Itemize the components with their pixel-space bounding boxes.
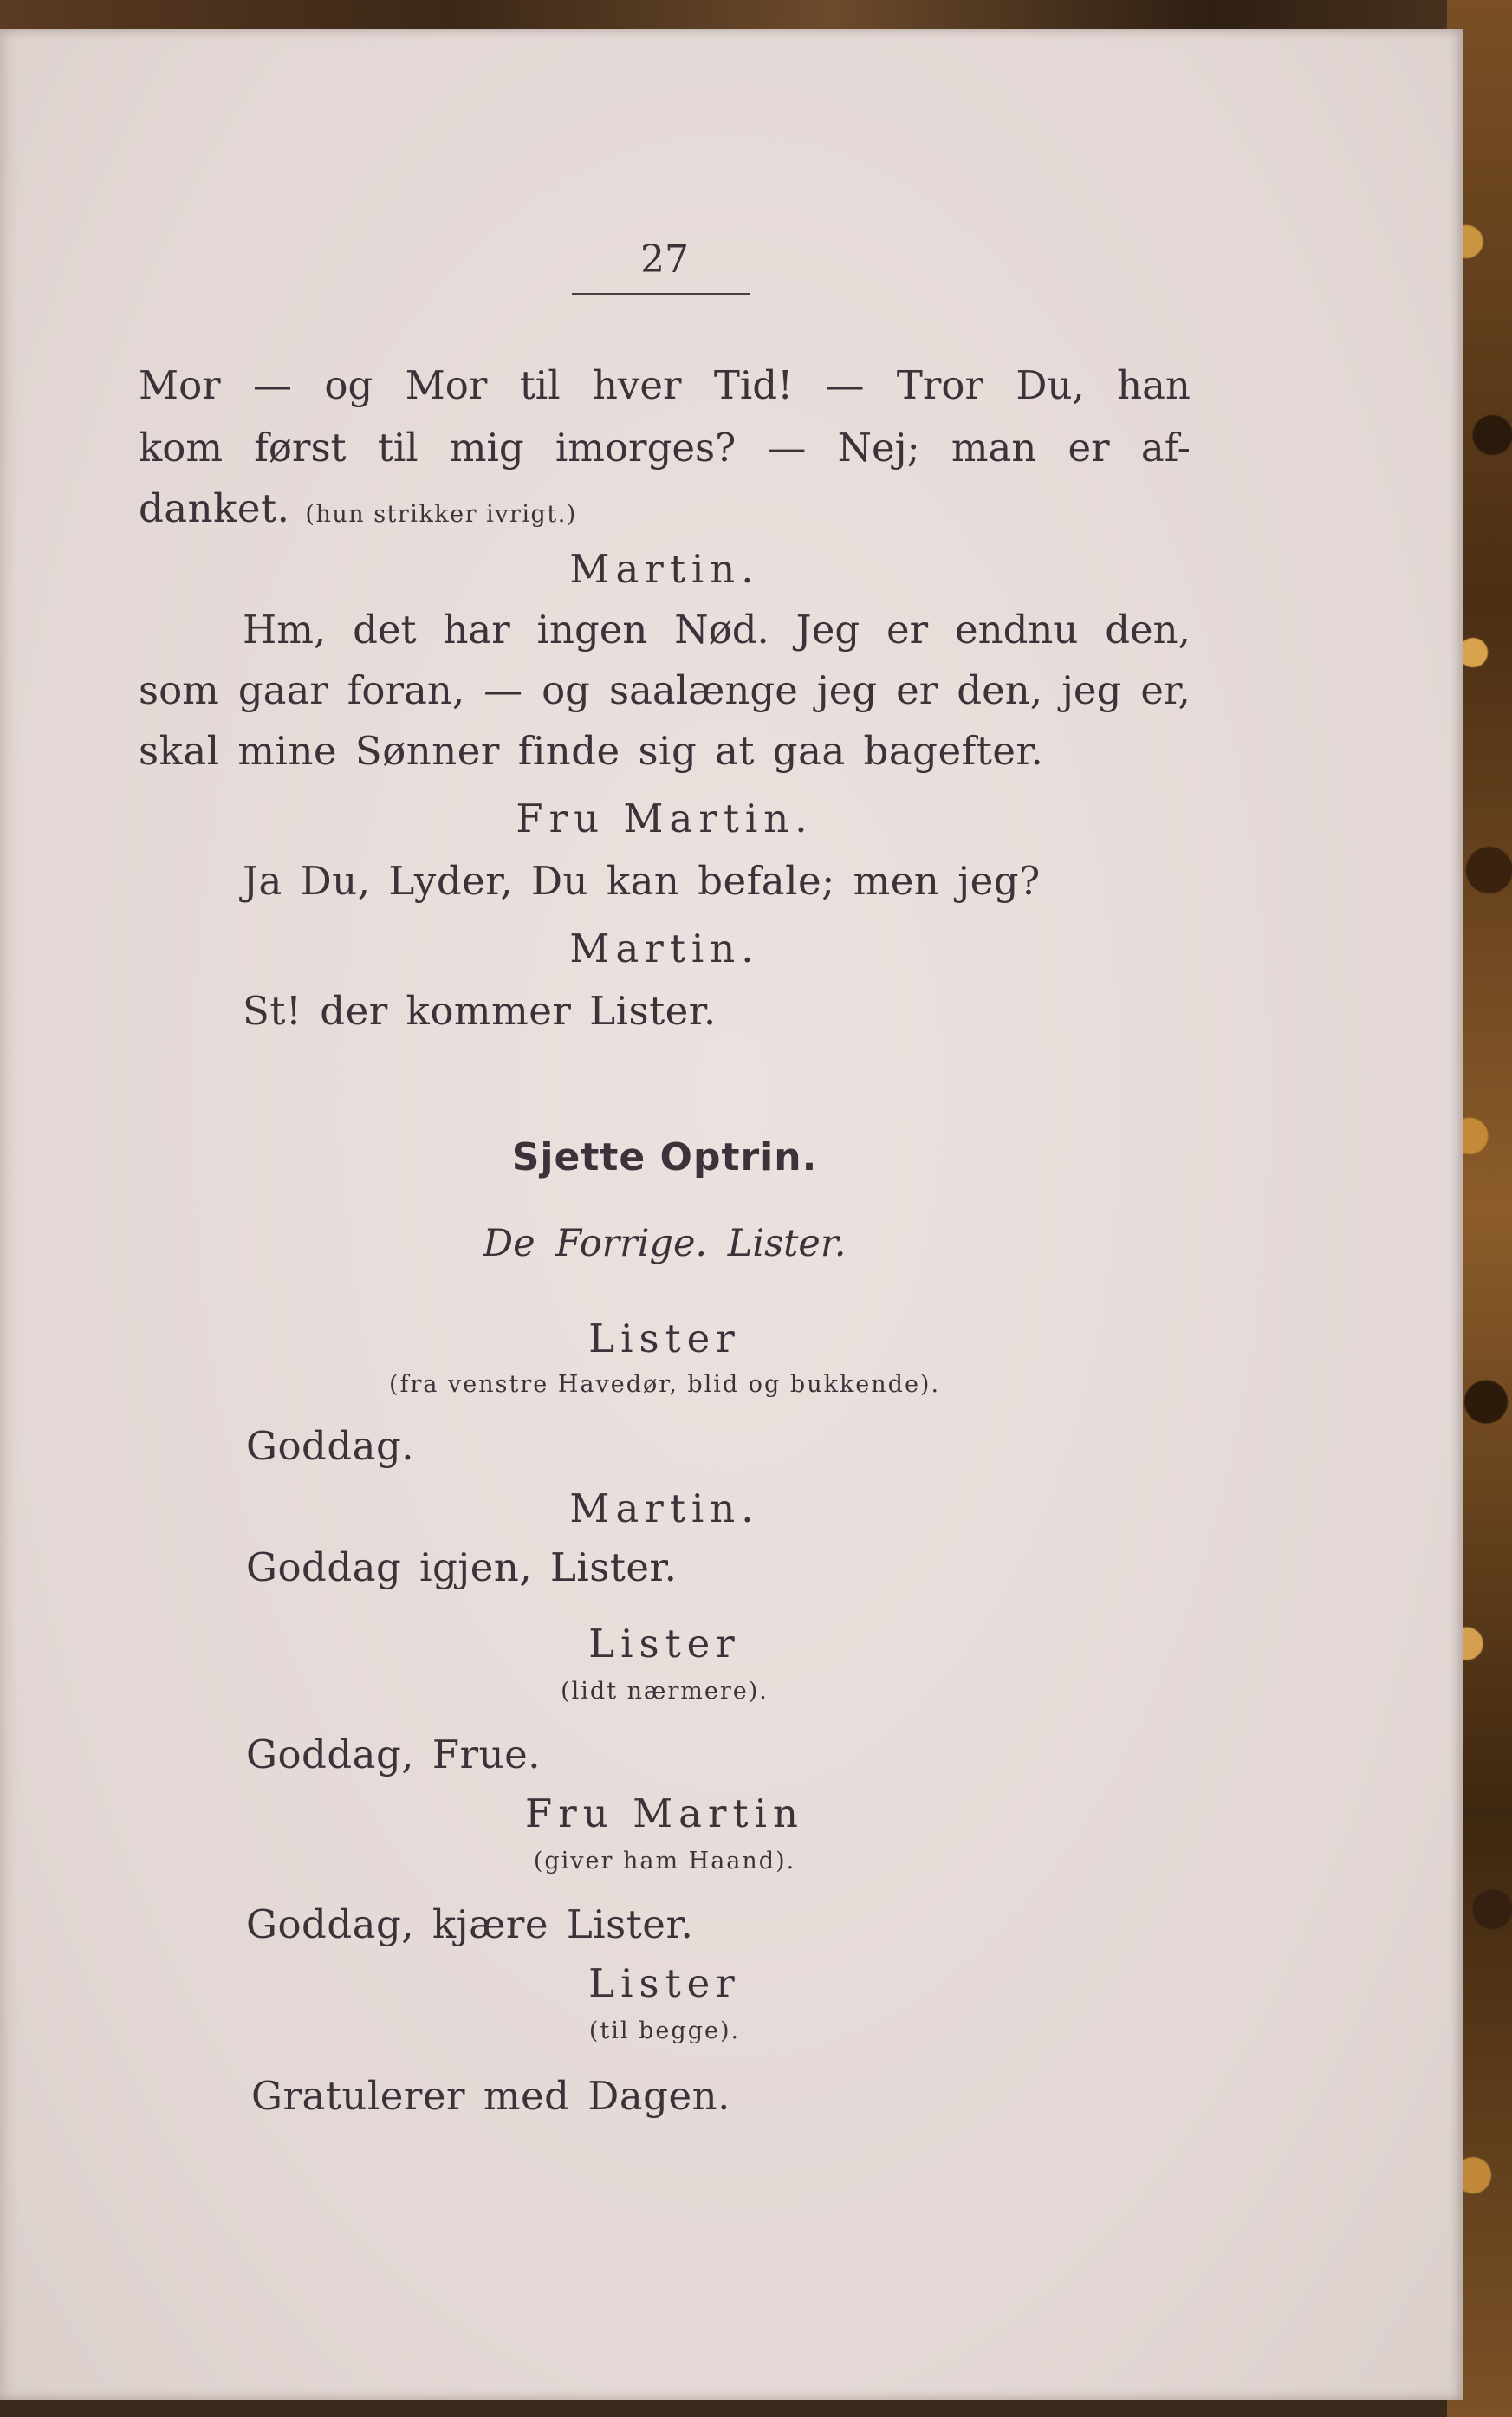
word: Mor bbox=[139, 362, 221, 408]
word: endnu bbox=[955, 607, 1079, 653]
word: Hm, bbox=[243, 607, 327, 653]
word: Jeg bbox=[795, 607, 860, 653]
word: saalænge bbox=[608, 667, 798, 713]
scene-heading: Sjette Optrin. bbox=[511, 1135, 818, 1179]
word: er bbox=[886, 607, 929, 653]
speech-line: St! der kommer Lister. bbox=[243, 988, 717, 1034]
word: ingen bbox=[536, 607, 648, 653]
word: han bbox=[1117, 362, 1191, 408]
word: det bbox=[353, 607, 417, 653]
word: først bbox=[254, 425, 347, 471]
stage-direction: (lidt nærmere). bbox=[561, 1678, 769, 1705]
word: mig bbox=[449, 425, 524, 471]
word: Tid! bbox=[713, 362, 794, 408]
word: kom bbox=[139, 425, 224, 471]
speaker-name: Martin. bbox=[569, 546, 760, 592]
stage-direction: (hun strikker ivrigt.) bbox=[305, 501, 577, 528]
word: den, bbox=[957, 667, 1043, 713]
speaker-name: Martin. bbox=[569, 926, 760, 971]
stage-direction: (fra venstre Havedør, blid og bukkende). bbox=[388, 1371, 941, 1398]
speech-line: Goddag, Frue. bbox=[246, 1732, 542, 1777]
word: gaar bbox=[237, 667, 328, 713]
word: Nej; bbox=[837, 425, 920, 471]
word: imorges? bbox=[555, 425, 737, 471]
word: den, bbox=[1105, 607, 1191, 653]
word: — bbox=[825, 362, 865, 408]
word: danket. bbox=[139, 485, 290, 531]
word: til bbox=[377, 425, 419, 471]
speaker-name: Fru Martin. bbox=[516, 796, 814, 841]
word: af- bbox=[1140, 425, 1191, 471]
page-number-rule bbox=[572, 293, 750, 295]
word: er, bbox=[1140, 667, 1191, 713]
page-number: 27 bbox=[640, 237, 689, 282]
word: jeg bbox=[816, 667, 878, 713]
word: — bbox=[253, 362, 293, 408]
speaker-name: Lister bbox=[588, 1960, 741, 2006]
speaker-name: Lister bbox=[588, 1316, 741, 1361]
speech-line-2 bbox=[139, 667, 1191, 713]
word: og bbox=[542, 667, 590, 713]
word: har bbox=[443, 607, 510, 653]
word: Nød. bbox=[674, 607, 769, 653]
word: er bbox=[896, 667, 938, 713]
book-page bbox=[0, 29, 1463, 2400]
stage-direction: (giver ham Haand). bbox=[533, 1848, 796, 1874]
word: — bbox=[483, 667, 523, 713]
speech-line-3: skal mine Sønner finde sig at gaa bagefter. bbox=[139, 728, 1044, 774]
speech-line: Goddag igjen, Lister. bbox=[246, 1544, 678, 1590]
speech-line-1 bbox=[243, 607, 1191, 653]
word: Mor bbox=[405, 362, 488, 408]
continuation-line-2 bbox=[139, 425, 1191, 471]
word: Du, bbox=[1016, 362, 1085, 408]
word: man bbox=[951, 425, 1037, 471]
word: til bbox=[519, 362, 561, 408]
continuation-line-1 bbox=[139, 362, 1191, 408]
speech-line: Goddag. bbox=[246, 1423, 415, 1469]
continuation-line-3 bbox=[139, 485, 577, 531]
speaker-name: Fru Martin bbox=[525, 1790, 804, 1836]
word: og bbox=[324, 362, 373, 408]
word: — bbox=[767, 425, 807, 471]
scene-characters: De Forrige. Lister. bbox=[483, 1222, 847, 1265]
speaker-name: Lister bbox=[588, 1621, 741, 1667]
speaker-name: Martin. bbox=[569, 1485, 760, 1531]
word: hver bbox=[592, 362, 682, 408]
speech-line: Gratulerer med Dagen. bbox=[251, 2073, 730, 2119]
speech-line: Goddag, kjære Lister. bbox=[246, 1901, 694, 1947]
word: er bbox=[1067, 425, 1110, 471]
speech-line: Ja Du, Lyder, Du kan befale; men jeg? bbox=[243, 858, 1041, 904]
word: foran, bbox=[347, 667, 465, 713]
stage-direction: (til begge). bbox=[588, 2017, 741, 2044]
word: Tror bbox=[896, 362, 984, 408]
word: som bbox=[139, 667, 219, 713]
word: jeg bbox=[1061, 667, 1122, 713]
